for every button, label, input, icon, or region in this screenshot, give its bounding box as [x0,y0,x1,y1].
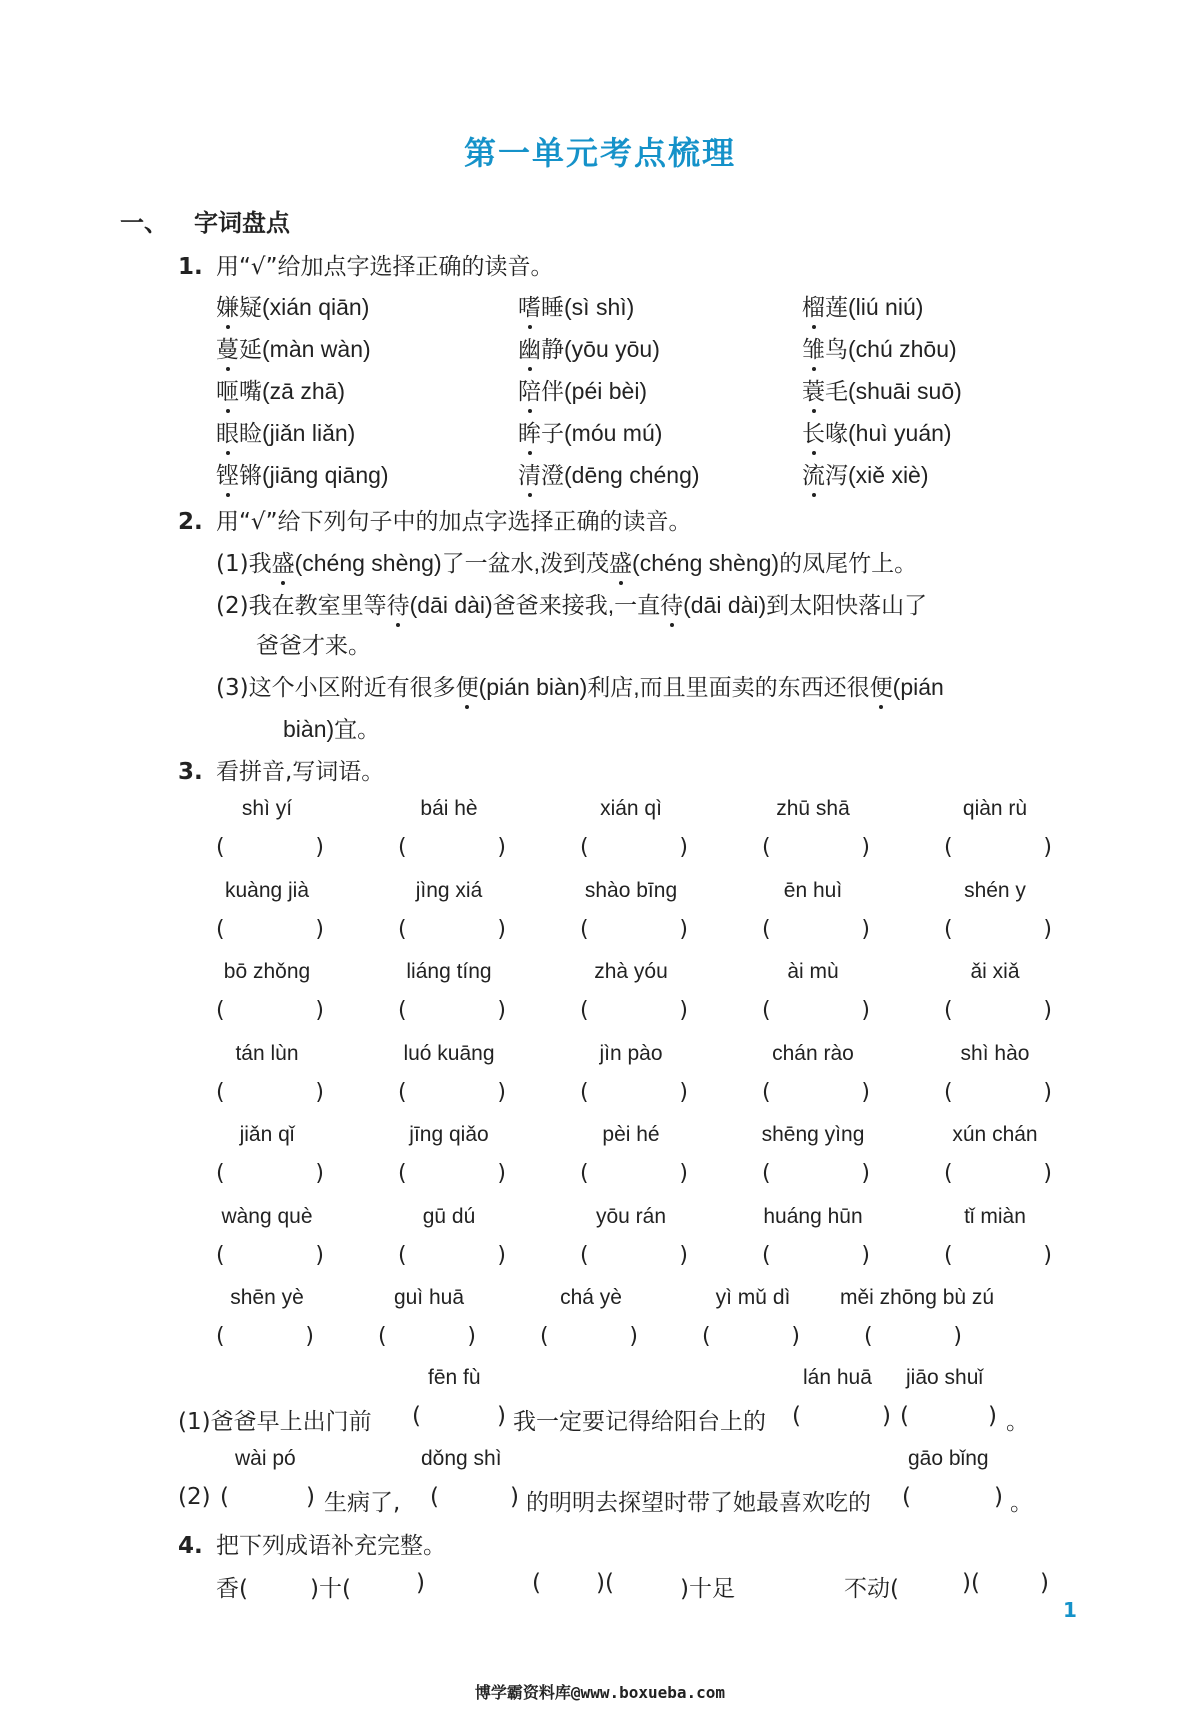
sentence-3: (3)这个小区附近有很多便(pián biàn)利店,而且里面卖的东西还很便(pián [216,669,944,702]
pinyin-word: shào bīng [584,878,678,902]
dotted-char: 眸 [518,415,541,448]
dotted-char: 榴 [802,289,825,322]
dotted-char: 陪 [518,373,541,406]
pinyin-word: gū dú [422,1204,476,1228]
fill2-close-3: ) [994,1484,1003,1510]
question-number: 2. [178,509,203,535]
fill1-close-2: ) [882,1403,891,1429]
section-label: 字词盘点 [194,209,290,237]
fill1-part-b: 我一定要记得给阳台上的 [513,1409,766,1435]
pinyin-word: shì yí [241,797,293,820]
pinyin-word: měi zhōng bù zú [840,1286,995,1309]
dotted-char: 眼 [216,415,239,448]
question-text: 用“√”给加点字选择正确的读音。 [216,254,554,280]
sentence-3-continued: biàn)宜。 [283,716,381,742]
reading-item: 铿锵(jiāng qiāng) [216,457,389,490]
dotted-char: 蓑 [802,373,825,406]
pinyin-word: shēng yìng [761,1123,865,1146]
dotted-char: 长 [802,415,825,448]
reading-item: 幽静(yōu yōu) [518,331,660,364]
reading-item: 雏鸟(chú zhōu) [802,331,957,364]
fill2-open: ( [220,1484,229,1510]
fill2-part-d: 。 [1010,1490,1033,1516]
fill1-open: ( [412,1403,421,1429]
pinyin-word: yì mǔ dì [715,1286,791,1309]
reading-item: 嫌疑(xián qiān) [216,289,369,322]
idiom-3-b: )( [962,1570,980,1596]
pinyin-word: huáng hūn [763,1204,863,1228]
fill1-close: ) [497,1403,506,1429]
section-number: 一、 [120,209,168,237]
dotted-char: 便 [870,669,893,702]
pinyin-word: luó kuāng [403,1041,495,1065]
reading-item: 蓑毛(shuāi suō) [802,373,962,406]
pinyin-word: zhū shā [776,797,850,820]
fill2-part-a: (2) [178,1484,211,1510]
dotted-char: 待 [387,587,410,620]
pinyin-word: ài mù [787,960,839,983]
idiom-2-a: ( [532,1570,541,1596]
fill2-part-c: 的明明去探望时带了她最喜欢吃的 [526,1490,871,1516]
sentence-1: (1)我盛(chéng shèng)了一盆水,泼到茂盛(chéng shèng)的凤尾竹上。 [216,545,917,578]
pinyin-word: jìn pào [599,1041,663,1065]
reading-item: 嗜睡(sì shì) [518,289,634,322]
pinyin-word: jìng xiá [415,878,483,902]
pinyin-word: pèi hé [602,1123,660,1146]
dotted-char: 待 [660,587,683,620]
dotted-char: 咂 [216,373,239,406]
fill1-part-a: (1)爸爸早上出门前 [178,1409,372,1435]
dotted-char: 铿 [216,457,239,490]
pinyin-word: bō zhǒng [223,960,311,983]
fill1-open-3: ( [900,1403,909,1429]
question-text: 把下列成语补充完整。 [216,1533,446,1559]
sentence-2: (2)我在教室里等待(dāi dài)爸爸来接我,一直待(dāi dài)到太阳快落山了 [216,587,927,620]
pinyin-word: chán rào [772,1041,854,1065]
pinyin-word: zhà yóu [594,960,668,983]
fill1-open-2: ( [792,1403,801,1429]
fill1-pinyin-1: fēn fù [428,1366,481,1389]
pinyin-word: kuàng jià [224,878,310,902]
question-4-prompt [178,1527,446,1560]
reading-item: 眼睑(jiǎn liǎn) [216,415,355,448]
idiom-2-c: )十足 [680,1576,735,1602]
dotted-char: 蔓 [216,331,239,364]
pinyin-word: yōu rán [595,1204,667,1228]
dotted-char: 嫌 [216,289,239,322]
pinyin-word: bái hè [420,797,478,820]
dotted-char: 幽 [518,331,541,364]
idiom-1-a: 香( [216,1576,248,1602]
pinyin-word: tǐ miàn [964,1204,1026,1228]
pinyin-word: liáng tíng [406,960,492,983]
idiom-1-c: ) [416,1570,425,1596]
reading-item: 蔓延(màn wàn) [216,331,371,364]
sentence-2-continued: 爸爸才来。 [256,633,371,659]
reading-item: 榴莲(liú niú) [802,289,923,322]
pinyin-word: wàng què [221,1204,313,1228]
page-title: 第一单元考点梳理 [463,134,736,172]
pinyin-word: tán lùn [235,1041,299,1065]
fill2-part-b: 生病了, [324,1490,401,1516]
reading-item: 流泻(xiě xiè) [802,457,929,490]
pinyin-word: shēn yè [230,1286,304,1309]
dotted-char: 雏 [802,331,825,364]
dotted-char: 流 [802,457,825,490]
question-text: 用“√”给下列句子中的加点字选择正确的读音。 [216,509,692,535]
fill1-part-c: 。 [1006,1409,1029,1435]
fill2-pinyin-1: wài pó [235,1447,296,1470]
dotted-char: 清 [518,457,541,490]
pinyin-word: shì hào [960,1041,1030,1065]
reading-item: 眸子(móu mú) [518,415,662,448]
pinyin-word: xián qì [600,797,662,820]
pinyin-word: xún chán [952,1123,1038,1146]
fill2-pinyin-3: gāo bǐng [908,1447,989,1470]
pinyin-word: ǎi xiǎ [970,960,1020,983]
question-3-prompt [178,753,384,786]
pinyin-word: ēn huì [783,878,843,902]
dotted-char: 便 [456,669,479,702]
idiom-3-a: 不动( [844,1576,899,1602]
idiom-2-b: )( [596,1570,614,1596]
idiom-1-b: )十( [310,1576,351,1602]
question-1-prompt [178,248,554,281]
question-number: 1. [178,254,203,280]
question-2-prompt [178,503,692,536]
dotted-char: 盛 [609,545,632,578]
pinyin-word: jīng qiǎo [409,1123,489,1146]
fill2-close-2: ) [510,1484,519,1510]
dotted-char: 嗜 [518,289,541,322]
pinyin-word: jiǎn qǐ [239,1123,295,1146]
question-number: 4. [178,1533,203,1559]
fill2-open-3: ( [902,1484,911,1510]
reading-item: 清澄(dēng chéng) [518,457,700,490]
fill2-close: ) [306,1484,315,1510]
pinyin-word: guì huā [393,1286,465,1309]
page-number: 1 [1063,1598,1077,1622]
footer-watermark: 博学霸资料库@www.boxueba.com [474,1683,726,1702]
dotted-char: 盛 [272,545,295,578]
pinyin-word: qiàn rù [962,797,1028,820]
section-heading [120,203,290,238]
reading-item: 陪伴(péi bèi) [518,373,647,406]
pinyin-word: shén y [964,878,1026,902]
reading-item: 咂嘴(zā zhā) [216,373,345,406]
fill1-pinyin-2: lán huā [803,1366,872,1389]
fill1-close-3: ) [988,1403,997,1429]
reading-item: 长喙(huì yuán) [802,415,952,448]
question-text: 看拼音,写词语。 [216,759,385,785]
question-number: 3. [178,759,203,785]
fill2-pinyin-2: dǒng shì [421,1447,502,1470]
fill1-pinyin-3: jiāo shuǐ [906,1366,984,1389]
fill2-open-2: ( [430,1484,439,1510]
pinyin-word: chá yè [560,1286,622,1309]
idiom-3-c: ) [1040,1570,1049,1596]
